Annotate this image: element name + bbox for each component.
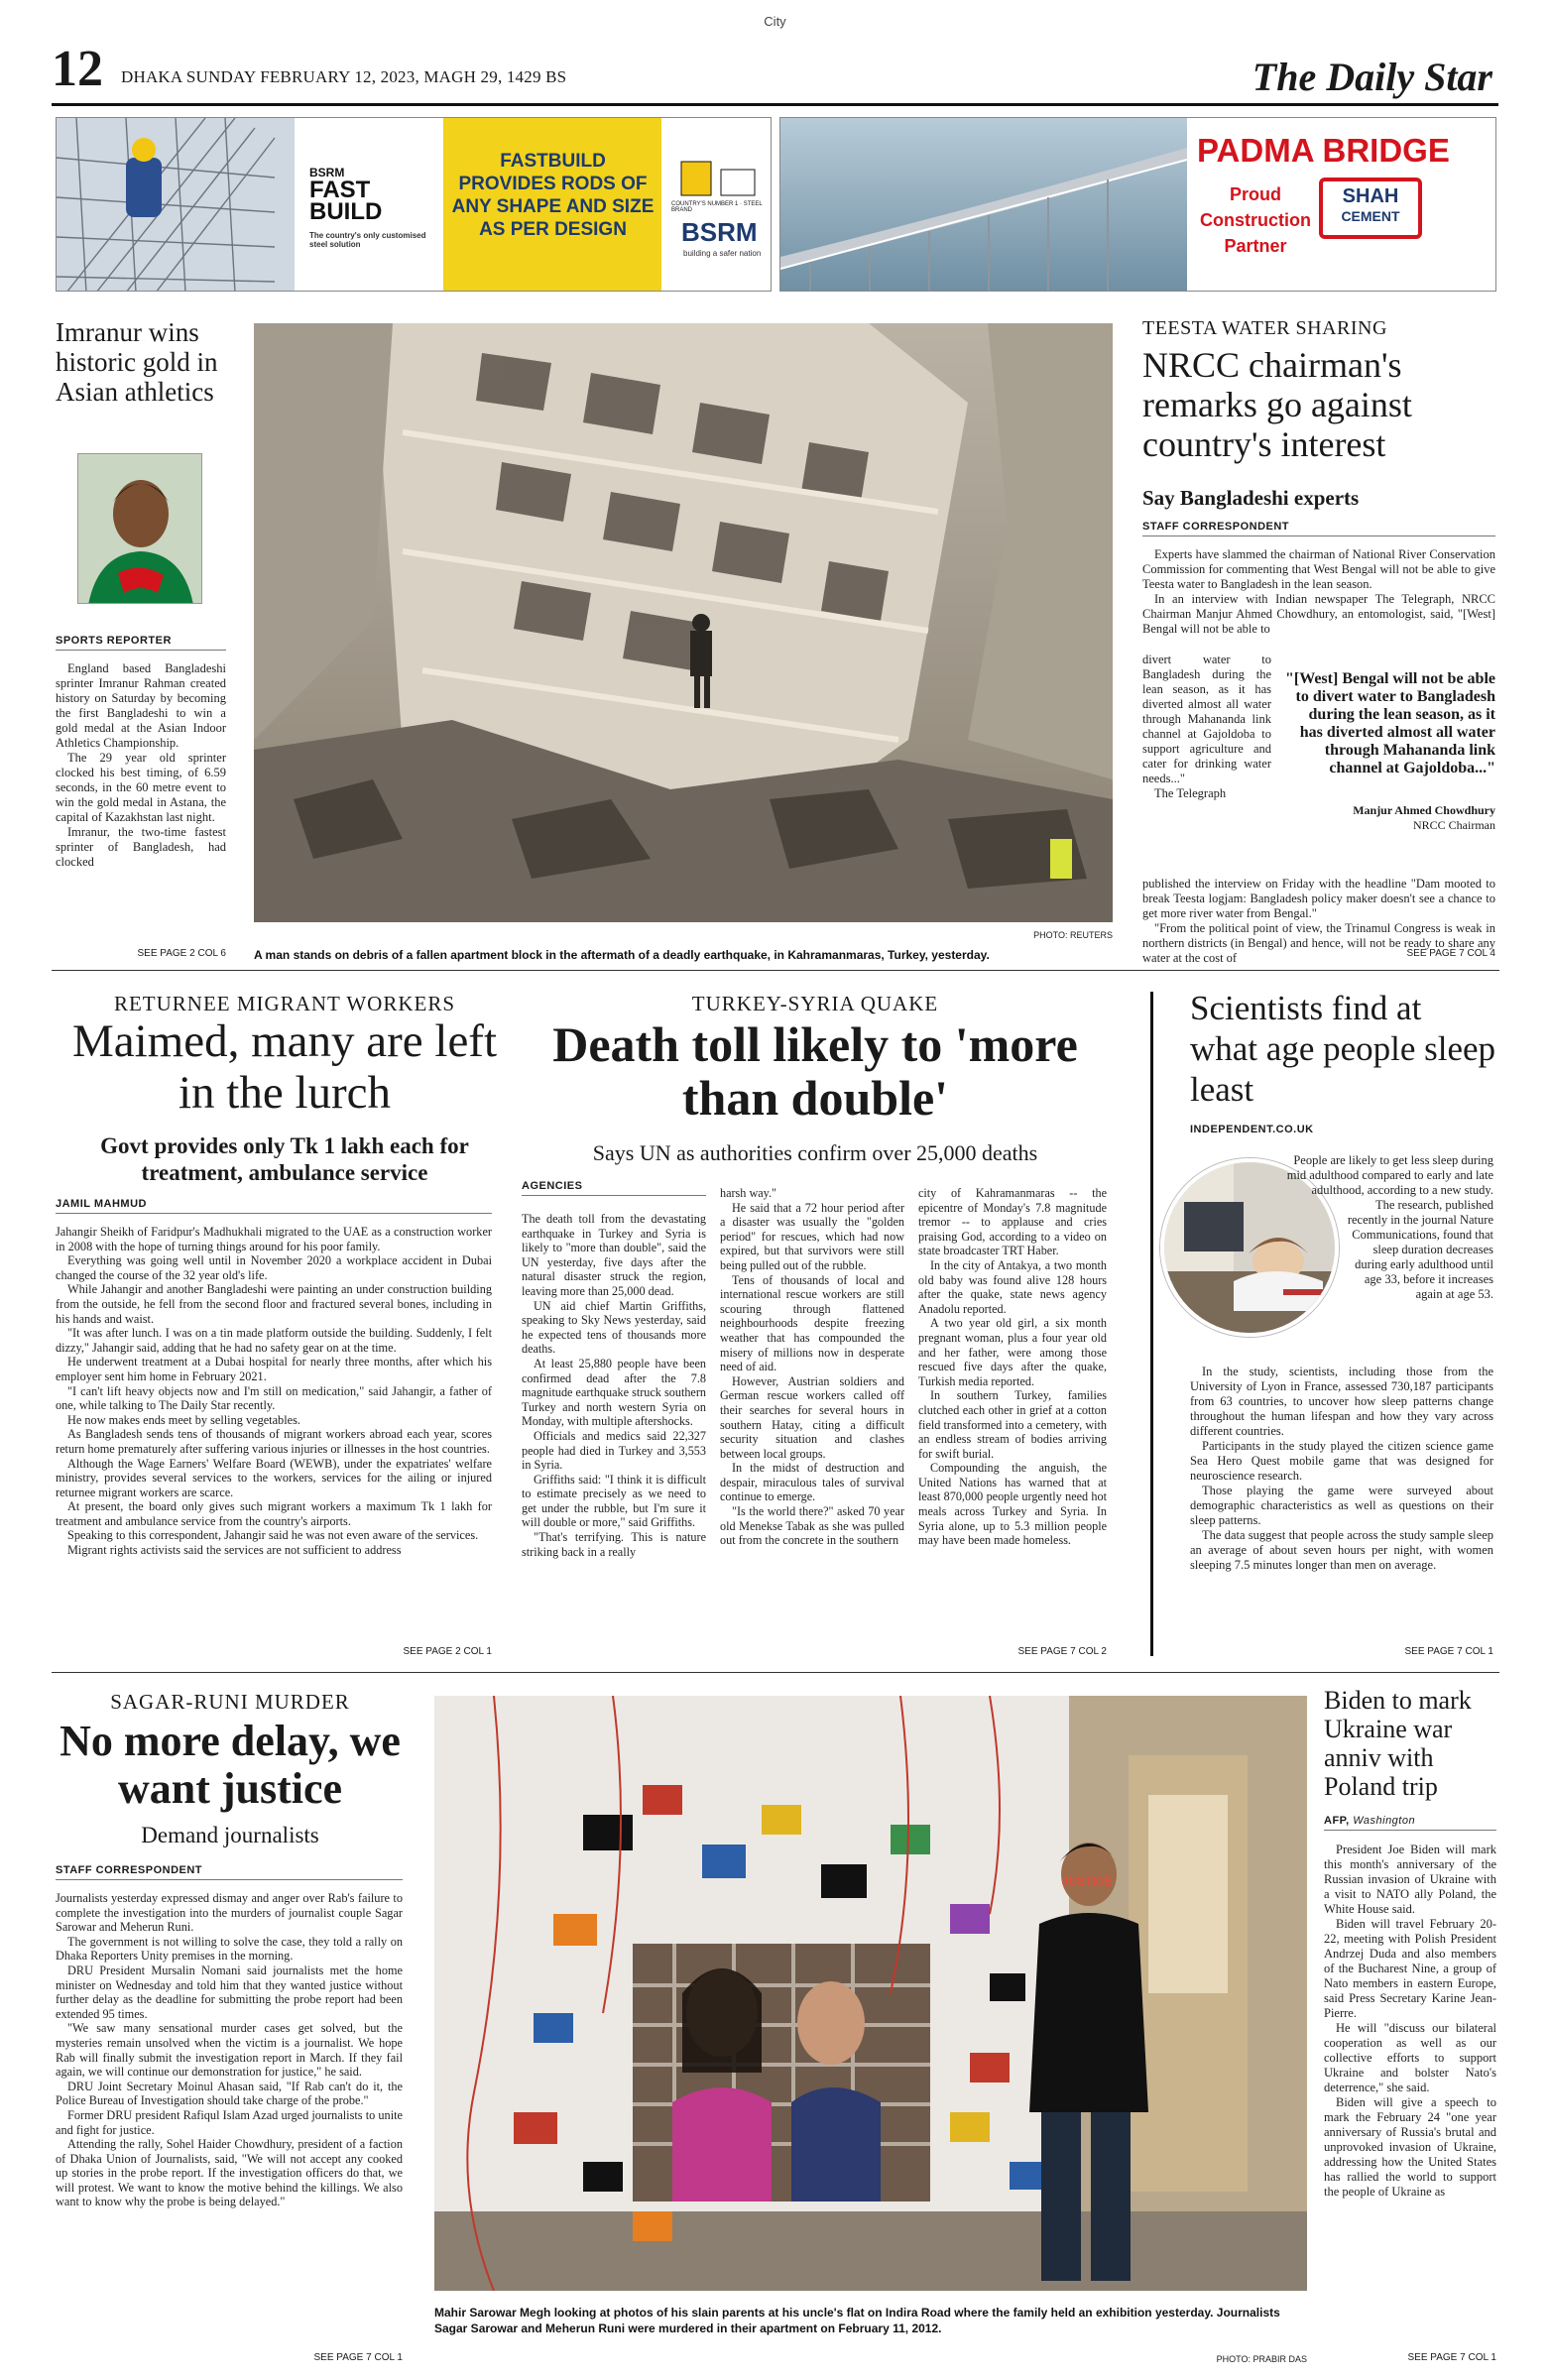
sleep-paragraph: Those playing the game were surveyed about demographic characteristics as well as questions on their sleep patterns. bbox=[1190, 1484, 1493, 1527]
sagar-paragraph: Former DRU president Rafiqul Islam Azad urged journalists to unite and fight for justice. bbox=[56, 2107, 403, 2137]
quake-byline: AGENCIES bbox=[522, 1180, 706, 1196]
bottom-photo-credit: PHOTO: PRABIR DAS bbox=[1216, 2354, 1307, 2364]
migrant-byline: JAMIL MAHMUD bbox=[56, 1198, 492, 1214]
masthead-logo: The Daily Star bbox=[1252, 55, 1492, 99]
migrant-jump[interactable]: SEE PAGE 2 COL 1 bbox=[403, 1646, 492, 1657]
exhibition-photo bbox=[434, 1696, 1307, 2291]
sleep-paragraph: Participants in the study played the citizen science game Sea Hero Quest mobile game that was designed for neuroscience research. bbox=[1190, 1439, 1493, 1483]
header-rule bbox=[52, 103, 1498, 106]
sagar-headline[interactable]: No more delay, we want justice bbox=[60, 1717, 401, 1813]
badge-number-one: COUNTRY'S NUMBER 1 bbox=[671, 201, 739, 207]
quake-paragraph: In the midst of destruction and despair, miraculous tales of survival continue to emerge. bbox=[720, 1461, 904, 1504]
migrant-headline[interactable]: Maimed, many are left in the lurch bbox=[71, 1015, 498, 1119]
migrant-paragraph: He underwent treatment at a Dubai hospital for nearly three months, after which his employer sent him home in February 2021. bbox=[56, 1355, 492, 1383]
section-label: City bbox=[764, 14, 786, 29]
bsrm-ad-headline: FASTBUILD PROVIDES RODS OF ANY SHAPE AND SIZE AS PER DESIGN bbox=[451, 151, 655, 240]
migrant-body bbox=[56, 1225, 492, 1558]
imranur-paragraph: Imranur, the two-time fastest sprinter of Bangladesh, had clocked bbox=[56, 825, 226, 869]
quake-column-1 bbox=[522, 1212, 706, 1559]
sagar-paragraph: DRU President Mursalin Nomani said journalists met the home minister on Wednesday and told him that they wanted justice without further delay as the deadline for submitting the probe report had been extended 95 times. bbox=[56, 1963, 403, 2021]
teesta-subhead: Say Bangladeshi experts bbox=[1142, 486, 1360, 510]
shah-cement-logo bbox=[1321, 185, 1420, 224]
sagar-paragraph: DRU Joint Secretary Moinul Ahasan said, "If Rab can't do it, the Police Bureau of Investigation should take charge of the probe." bbox=[56, 2079, 403, 2108]
sagar-jump[interactable]: SEE PAGE 7 COL 1 bbox=[313, 2352, 403, 2363]
teesta-paragraph: Experts have slammed the chairman of National River Conservation Commission for commenting that West Bengal will not be able to give Teesta water to Bangladesh in the lean season. bbox=[1142, 547, 1495, 591]
bsrm-tagline: building a safer nation bbox=[683, 249, 762, 258]
biden-paragraph: Biden will give a speech to mark the February 24 "one year anniversary of Russia's brutal and unprovoked invasion of Ukraine, addressing how the United States has rallied the world to support the people of Ukraine as bbox=[1324, 2095, 1496, 2199]
migrant-paragraph: Jahangir Sheikh of Faridpur's Madhukhali migrated to the UAE as a construction worker in 2008 with the hope of turning things around for his poor family. bbox=[56, 1225, 492, 1253]
quake-paragraph: city of Kahramanmaras -- the epicentre of Monday's 7.8 magnitude tremor -- to applause and cries praising God, according to a video on state broadcaster TRT Haber. bbox=[918, 1186, 1107, 1258]
quake-paragraph: He said that a 72 hour period after a disaster was usually the "golden period" for rescues, which had now expired, but that survivors were still being pulled out of the rubble. bbox=[720, 1200, 904, 1272]
teesta-paragraph: published the interview on Friday with the headline "Dam mooted to break Teesta logjam: Bangladesh policy maker doesn't see a chance to get more river water from Bengal." bbox=[1142, 877, 1495, 920]
section-divider bbox=[52, 1672, 1499, 1673]
quake-subhead: Says UN as authorities confirm over 25,000 deaths bbox=[592, 1140, 1038, 1165]
quake-paragraph: harsh way." bbox=[720, 1186, 776, 1200]
quake-kicker: TURKEY-SYRIA QUAKE bbox=[691, 992, 939, 1015]
quake-paragraph: "Is the world there?" asked 70 year old Menekse Tabak as she was pulled out from the concrete in the southern bbox=[720, 1504, 904, 1548]
imranur-body bbox=[56, 661, 226, 870]
fastbuild-logo bbox=[309, 166, 438, 249]
bsrm-advertisement[interactable] bbox=[56, 117, 772, 292]
number-one-badge: COUNTRY'S NUMBER 1 · STEEL BRAND bbox=[671, 201, 763, 213]
biden-headline[interactable]: Biden to mark Ukraine war anniv with Poland trip bbox=[1324, 1686, 1472, 1801]
shah-brand-top: SHAH bbox=[1342, 185, 1399, 207]
quake-paragraph: Tens of thousands of local and international rescue workers are still scouring through flattened neighbourhoods despite freezing weather that has compounded the misery of millions now in desperate need of aid. bbox=[720, 1272, 904, 1374]
biden-dateline: Washington bbox=[1353, 1815, 1416, 1827]
quake-paragraph: Compounding the anguish, the United Nations has warned that at least 870,000 people urgently need hot meals across Turkey and Syria. In Syria alone, up to 5.3 million people may have been made homeless. bbox=[918, 1461, 1107, 1548]
sleep-paragraph: The research, published recently in the journal Nature Communications, found that sleep duration decreases during early adulthood until age 33, before it increases again at age 53. bbox=[1347, 1198, 1493, 1301]
bsrm-logo: BSRM bbox=[681, 217, 758, 247]
migrant-paragraph: "I can't lift heavy objects now and I'm still on medication," said Jahangir, a father of one, while talking to The Daily Star recently. bbox=[56, 1383, 492, 1413]
migrant-paragraph: While Jahangir and another Bangladeshi were painting an under construction building from the outside, he fell from the second floor and fractured several bones, including in his hands and waist. bbox=[56, 1282, 492, 1326]
migrant-paragraph: Migrant rights activists said the services are not sufficient to address bbox=[67, 1543, 402, 1558]
sleep-body bbox=[1190, 1365, 1493, 1573]
sagar-paragraph: The government is not willing to solve the case, they told a rally on Dhaka Reporters Unity premises in the morning. bbox=[56, 1934, 403, 1964]
sleep-byline: INDEPENDENT.CO.UK bbox=[1190, 1124, 1314, 1135]
teesta-lead bbox=[1142, 547, 1495, 637]
migrant-paragraph: Speaking to this correspondent, Jahangir said he was not even aware of the services. bbox=[67, 1528, 479, 1543]
sleep-wrap-text bbox=[1190, 1153, 1493, 1302]
sagar-paragraph: Attending the rally, Sohel Haider Chowdhury, president of a faction of Dhaka Union of Journalists, said, "We will not accept any cooked up stories in the probe report. If the investigation officers do that, we will protest. We want to know the motive behind the killings. We also want to know why the probe is being delayed." bbox=[56, 2137, 403, 2209]
biden-paragraph: He will "discuss our bilateral cooperation as well as our collective efforts to support Ukraine and bolster Nato's deterrence," she said. bbox=[1324, 2021, 1496, 2094]
fastbuild-brand-2: FAST bbox=[309, 177, 371, 203]
quake-paragraph: In southern Turkey, families clutched each other in grief at a cotton field transformed into a cemetery, with an endless stream of bodies arriving for swift burial. bbox=[918, 1388, 1107, 1461]
sagar-kicker: SAGAR-RUNI MURDER bbox=[110, 1690, 350, 1714]
migrant-paragraph: "It was after lunch. I was on a tin made platform outside the building. Suddenly, I felt dizzy," Jahangir said, adding that he had no safety gear on at the time. bbox=[56, 1326, 492, 1355]
exhibition-image bbox=[434, 1696, 1307, 2291]
imranur-jump[interactable]: SEE PAGE 2 COL 6 bbox=[137, 948, 226, 959]
migrant-paragraph: Although the Wage Earners' Welfare Board (WEWB), under the expatriates' welfare ministry, provides several services to the workers, services for the ailing or injured returnee migrant workers are scarce. bbox=[56, 1456, 492, 1499]
teesta-paragraph: "From the political point of view, the Trinamul Congress is weak in northern districts (in Bengal) and hence, will not be ready to share any water at the cost of bbox=[1142, 921, 1495, 965]
biden-agency: AFP, bbox=[1324, 1815, 1350, 1827]
migrant-subhead: Govt provides only Tk 1 lakh each for treatment, ambulance service bbox=[100, 1133, 469, 1185]
sagar-paragraph: "We saw many sensational murder cases get solved, but the mysteries remain unsolved when the victim is a journalist. We hope Rab will finally submit the investigation report in March. If they fail again, we will continue our demonstration for justice," he said. bbox=[56, 2021, 403, 2080]
quake-paragraph: Griffiths said: "I think it is difficult to estimate precisely as we need to get under the rubble, but I'm sure it will double or more," said Griffiths. bbox=[522, 1472, 706, 1530]
shah-cement-advertisement[interactable] bbox=[779, 117, 1496, 292]
fastbuild-brand-1: BSRM bbox=[309, 166, 345, 179]
sleep-paragraph: The data suggest that people across the study sample sleep an average of about seven hours per night, with women sleeping 7.5 minutes longer than men on average. bbox=[1190, 1528, 1493, 1572]
quake-paragraph: However, Austrian soldiers and German rescue workers called off their searches for several hours in southern Hatay, citing a difficult security situation and clashes between local groups. bbox=[720, 1373, 904, 1461]
fastbuild-slogan: The country's only customised steel solution bbox=[309, 231, 426, 249]
sagar-byline: STAFF CORRESPONDENT bbox=[56, 1864, 403, 1880]
teesta-byline: STAFF CORRESPONDENT bbox=[1142, 521, 1495, 536]
quake-paragraph: The death toll from the devastating earthquake in Turkey and Syria is likely to "more than double", said the UN yesterday, five days after the natural disaster struck the region, leaving more than 25,000 dead. bbox=[522, 1212, 706, 1298]
migrant-paragraph: At present, the board only gives such migrant workers a maximum Tk 1 lakh for treatment and ambulance service from the country's airports. bbox=[56, 1499, 492, 1528]
quake-paragraph: "That's terrifying. This is nature striking back in a really bbox=[522, 1530, 706, 1559]
imranur-paragraph: The 29 year old sprinter clocked his best timing, of 6.59 seconds, in the 60 metre event to win the gold medal in Astana, the capital of Kazakhstan last night. bbox=[56, 751, 226, 824]
shah-ad-tagline: Proud Construction Partner bbox=[1200, 184, 1311, 256]
imranur-headline[interactable]: Imranur wins historic gold in Asian athletics bbox=[56, 317, 218, 407]
quake-column-3 bbox=[918, 1186, 1107, 1548]
imranur-photo bbox=[77, 453, 202, 604]
sleep-headline[interactable]: Scientists find at what age people sleep least bbox=[1190, 989, 1496, 1109]
main-photo-credit: PHOTO: REUTERS bbox=[1033, 930, 1113, 940]
biden-body bbox=[1324, 1843, 1496, 2200]
sagar-body bbox=[56, 1891, 403, 2209]
teesta-paragraph: The Telegraph bbox=[1154, 786, 1227, 800]
biden-paragraph: Biden will travel February 20-22, meeting with Polish President Andrzej Duda and also members of the Bucharest Nine, a group of Nato members in eastern Europe, said Press Secretary Karine Jean-Pierre. bbox=[1324, 1917, 1496, 2020]
biden-paragraph: President Joe Biden will mark this month's anniversary of the Russian invasion of Ukraine with a visit to NATO ally Poland, the White House said. bbox=[1324, 1843, 1496, 1916]
page-number: 12 bbox=[52, 41, 103, 97]
migrant-paragraph: Everything was going well until in November 2020 a workplace accident in Dubai changed the course of the 32 year old's life. bbox=[56, 1253, 492, 1282]
migrant-paragraph: As Bangladesh sends tens of thousands of migrant workers abroad each year, scores return home prematurely after suffering various injuries or illnesses in the host countries. bbox=[56, 1427, 492, 1456]
teesta-paragraph: divert water to Bangladesh during the lean season, as it has diverted almost all water through Mahananda link channel at Gajoldoba to support agriculture and cater for drinking water needs..." bbox=[1142, 653, 1271, 785]
biden-byline bbox=[1324, 1815, 1496, 1831]
bottom-photo-caption: Mahir Sarowar Megh looking at photos of his slain parents at his uncle's flat on Indira Road where the family held an exhibition yesterday. Journalists Sagar Sarowar and Meherun Runi were murdered in their apartment on February 11, 2012. bbox=[434, 2306, 1280, 2335]
sleep-box-rule bbox=[1150, 992, 1153, 1656]
imranur-paragraph: England based Bangladeshi sprinter Imranur Rahman created history on Saturday by becoming the first Bangladeshi to win a gold medal at the Asian Indoor Athletics Championship. bbox=[56, 661, 226, 750]
sleep-paragraph: In the study, scientists, including those from the University of Lyon in France, assessed 730,187 participants from 63 countries, to uncover how sleep patterns change throughout the human lifespan and how they vary across different countries. bbox=[1190, 1365, 1493, 1438]
teesta-pull-quote: "[West] Bengal will not be able to divert water to Bangladesh during the lean season, as it has diverted almost all water through Mahananda link channel at Gajoldoba..." bbox=[1285, 670, 1495, 776]
fastbuild-brand-3: BUILD bbox=[309, 198, 383, 225]
athlete-portrait bbox=[78, 454, 202, 604]
sleep-jump[interactable]: SEE PAGE 7 COL 1 bbox=[1404, 1646, 1493, 1657]
teesta-quote-role: NRCC Chairman bbox=[1413, 818, 1495, 832]
quake-paragraph: At least 25,880 people have been confirmed dead after the 7.8 magnitude earthquake struck southern Turkey and north western Syria on Monday, with multiple aftershocks. bbox=[522, 1356, 706, 1429]
teesta-narrow-column bbox=[1142, 653, 1271, 801]
shah-brand-bottom: CEMENT bbox=[1341, 208, 1400, 224]
teesta-quote-name: Manjur Ahmed Chowdhury bbox=[1353, 803, 1495, 817]
collapsed-building-image bbox=[254, 323, 1113, 922]
shirt-text: JUSTICE bbox=[1061, 1874, 1113, 1888]
badge-steel-brand: STEEL BRAND bbox=[671, 201, 763, 213]
imranur-byline: SPORTS REPORTER bbox=[56, 635, 226, 651]
sagar-paragraph: Journalists yesterday expressed dismay and anger over Rab's failure to complete the investigation into the murders of journalist couple Sagar Sarowar and Meherun Runi. bbox=[56, 1891, 403, 1935]
quake-column-2 bbox=[720, 1186, 904, 1548]
teesta-kicker: TEESTA WATER SHARING bbox=[1142, 317, 1387, 339]
dateline: DHAKA SUNDAY FEBRUARY 12, 2023, MAGH 29, 1429 BS bbox=[121, 67, 567, 86]
teesta-headline[interactable]: NRCC chairman's remarks go against country's interest bbox=[1142, 345, 1412, 464]
padma-bridge-title: PADMA BRIDGE bbox=[1197, 132, 1450, 169]
migrant-paragraph: He now makes ends meet by selling vegetables. bbox=[67, 1412, 300, 1427]
quake-paragraph: In the city of Antakya, a two month old baby was found alive 128 hours after the quake, state news agency Anadolu reported. bbox=[918, 1257, 1107, 1316]
quake-paragraph: UN aid chief Martin Griffiths, speaking to Sky News yesterday, said he expected tens of thousands more deaths. bbox=[522, 1298, 706, 1357]
teesta-jump[interactable]: SEE PAGE 7 COL 4 bbox=[1406, 948, 1495, 959]
main-photo-caption: A man stands on debris of a fallen apartment block in the aftermath of a deadly earthquake, in Kahramanmaras, Turkey, yesterday. bbox=[254, 948, 990, 962]
sleep-paragraph: People are likely to get less sleep during mid adulthood compared to early and late adulthood, according to a new study. bbox=[1286, 1153, 1493, 1197]
section-divider bbox=[52, 970, 1499, 971]
quake-jump[interactable]: SEE PAGE 7 COL 2 bbox=[1017, 1646, 1107, 1657]
quake-paragraph: A two year old girl, a six month pregnant woman, plus a four year old and her father, were among those rescued five days after the quake, Turkish media reported. bbox=[918, 1316, 1107, 1388]
biden-jump[interactable]: SEE PAGE 7 COL 1 bbox=[1407, 2352, 1496, 2363]
teesta-paragraph: In an interview with Indian newspaper The Telegraph, NRCC Chairman Manjur Ahmed Chowdhury, an entomologist, said, "[West] Bengal will not be able to bbox=[1142, 592, 1495, 636]
sagar-subhead: Demand journalists bbox=[141, 1823, 319, 1847]
earthquake-photo bbox=[254, 323, 1113, 922]
quake-paragraph: Officials and medics said 22,327 people had died in Turkey and 3,553 in Syria. bbox=[522, 1428, 706, 1473]
quake-headline[interactable]: Death toll likely to 'more than double' bbox=[552, 1016, 1078, 1126]
migrant-kicker: RETURNEE MIGRANT WORKERS bbox=[113, 992, 456, 1015]
